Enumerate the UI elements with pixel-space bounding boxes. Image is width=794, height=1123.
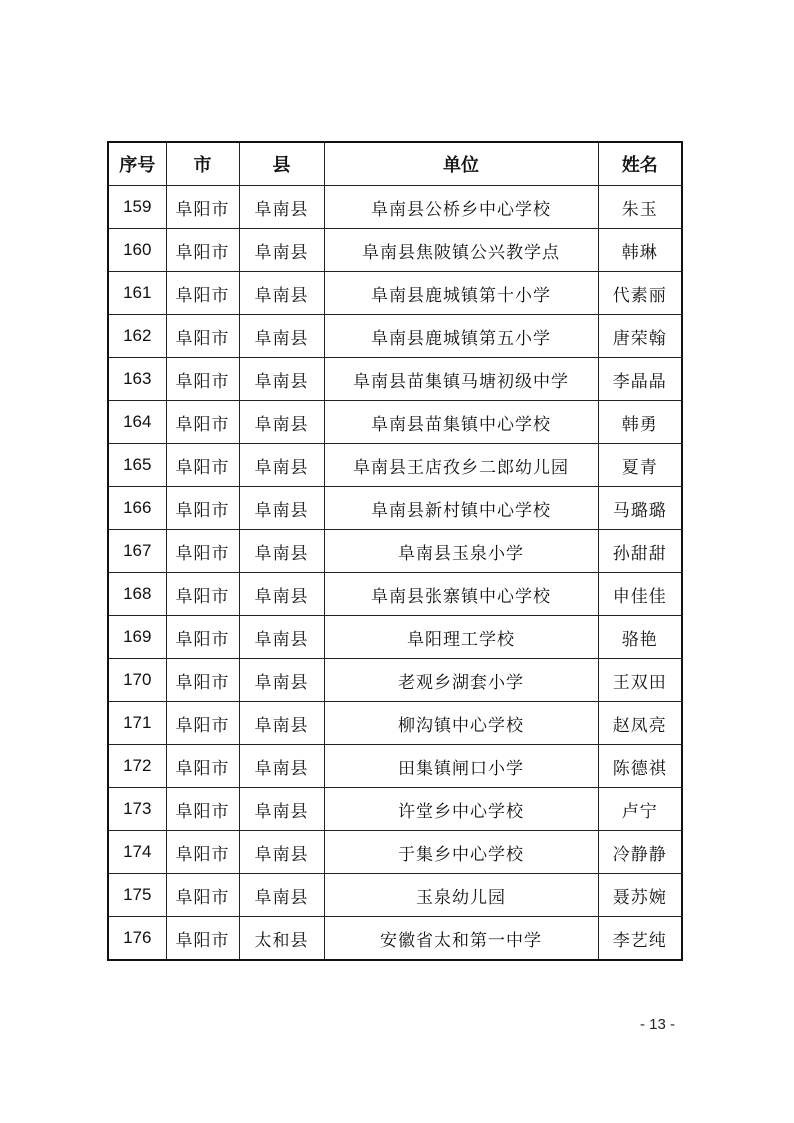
- cell-city: 阜阳市: [166, 659, 239, 702]
- cell-serial-number: 164: [108, 401, 166, 444]
- roster-table: [107, 141, 683, 961]
- cell-serial-number: 161: [108, 272, 166, 315]
- cell-county: 阜南县: [239, 401, 324, 444]
- cell-unit: 阜南县新村镇中心学校: [324, 487, 598, 530]
- header-county: 县: [239, 142, 324, 186]
- table-row: [108, 659, 682, 702]
- cell-serial-number: 172: [108, 745, 166, 788]
- cell-county: 阜南县: [239, 530, 324, 573]
- cell-person-name: 李艺纯: [598, 917, 682, 961]
- table-row: [108, 788, 682, 831]
- cell-person-name: 陈德祺: [598, 745, 682, 788]
- cell-person-name: 冷静静: [598, 831, 682, 874]
- cell-serial-number: 159: [108, 186, 166, 229]
- header-city: 市: [166, 142, 239, 186]
- cell-city: 阜阳市: [166, 186, 239, 229]
- table-row: [108, 917, 682, 961]
- cell-person-name: 赵凤亮: [598, 702, 682, 745]
- cell-person-name: 代素丽: [598, 272, 682, 315]
- cell-serial-number: 171: [108, 702, 166, 745]
- cell-unit: 柳沟镇中心学校: [324, 702, 598, 745]
- cell-county: 阜南县: [239, 186, 324, 229]
- page-number: - 13 -: [640, 1016, 676, 1033]
- table-row: [108, 272, 682, 315]
- cell-person-name: 孙甜甜: [598, 530, 682, 573]
- cell-unit: 田集镇闸口小学: [324, 745, 598, 788]
- table-row: [108, 487, 682, 530]
- cell-serial-number: 169: [108, 616, 166, 659]
- cell-city: 阜阳市: [166, 530, 239, 573]
- cell-city: 阜阳市: [166, 917, 239, 961]
- table-row: [108, 745, 682, 788]
- header-name: 姓名: [598, 142, 682, 186]
- cell-county: 阜南县: [239, 229, 324, 272]
- cell-person-name: 卢宁: [598, 788, 682, 831]
- cell-person-name: 王双田: [598, 659, 682, 702]
- cell-unit: 阜南县王店孜乡二郎幼儿园: [324, 444, 598, 487]
- cell-city: 阜阳市: [166, 272, 239, 315]
- cell-serial-number: 162: [108, 315, 166, 358]
- cell-unit: 许堂乡中心学校: [324, 788, 598, 831]
- table-row: [108, 358, 682, 401]
- cell-unit: 阜南县张寨镇中心学校: [324, 573, 598, 616]
- cell-city: 阜阳市: [166, 788, 239, 831]
- cell-county: 阜南县: [239, 487, 324, 530]
- header-unit: 单位: [324, 142, 598, 186]
- header-serial-number: 序号: [108, 142, 166, 186]
- table-row: [108, 186, 682, 229]
- table-row: [108, 831, 682, 874]
- table-row: [108, 573, 682, 616]
- cell-county: 阜南县: [239, 358, 324, 401]
- cell-serial-number: 173: [108, 788, 166, 831]
- roster-table-container: [107, 141, 681, 961]
- cell-city: 阜阳市: [166, 831, 239, 874]
- cell-county: 阜南县: [239, 616, 324, 659]
- cell-unit: 安徽省太和第一中学: [324, 917, 598, 961]
- cell-county: 阜南县: [239, 874, 324, 917]
- table-body: [108, 186, 682, 961]
- cell-serial-number: 176: [108, 917, 166, 961]
- cell-county: 阜南县: [239, 702, 324, 745]
- cell-serial-number: 160: [108, 229, 166, 272]
- cell-unit: 阜阳理工学校: [324, 616, 598, 659]
- table-header-row: [108, 142, 682, 186]
- cell-person-name: 马璐璐: [598, 487, 682, 530]
- cell-city: 阜阳市: [166, 616, 239, 659]
- cell-city: 阜阳市: [166, 573, 239, 616]
- cell-county: 阜南县: [239, 788, 324, 831]
- cell-serial-number: 170: [108, 659, 166, 702]
- cell-county: 阜南县: [239, 573, 324, 616]
- cell-person-name: 骆艳: [598, 616, 682, 659]
- cell-city: 阜阳市: [166, 401, 239, 444]
- cell-unit: 阜南县苗集镇马塘初级中学: [324, 358, 598, 401]
- cell-unit: 玉泉幼儿园: [324, 874, 598, 917]
- table-row: [108, 702, 682, 745]
- cell-serial-number: 174: [108, 831, 166, 874]
- cell-county: 阜南县: [239, 315, 324, 358]
- cell-unit: 阜南县公桥乡中心学校: [324, 186, 598, 229]
- cell-person-name: 韩琳: [598, 229, 682, 272]
- table-row: [108, 616, 682, 659]
- table-row: [108, 444, 682, 487]
- cell-person-name: 夏青: [598, 444, 682, 487]
- cell-unit: 阜南县鹿城镇第五小学: [324, 315, 598, 358]
- cell-serial-number: 175: [108, 874, 166, 917]
- cell-serial-number: 165: [108, 444, 166, 487]
- cell-city: 阜阳市: [166, 444, 239, 487]
- table-row: [108, 874, 682, 917]
- cell-county: 阜南县: [239, 272, 324, 315]
- cell-city: 阜阳市: [166, 702, 239, 745]
- cell-serial-number: 166: [108, 487, 166, 530]
- cell-person-name: 朱玉: [598, 186, 682, 229]
- cell-county: 阜南县: [239, 831, 324, 874]
- cell-city: 阜阳市: [166, 874, 239, 917]
- table-row: [108, 315, 682, 358]
- cell-serial-number: 168: [108, 573, 166, 616]
- cell-city: 阜阳市: [166, 745, 239, 788]
- cell-city: 阜阳市: [166, 487, 239, 530]
- cell-unit: 阜南县玉泉小学: [324, 530, 598, 573]
- cell-person-name: 韩勇: [598, 401, 682, 444]
- cell-county: 阜南县: [239, 745, 324, 788]
- cell-person-name: 聂苏婉: [598, 874, 682, 917]
- cell-city: 阜阳市: [166, 229, 239, 272]
- cell-person-name: 李晶晶: [598, 358, 682, 401]
- cell-serial-number: 163: [108, 358, 166, 401]
- cell-unit: 阜南县鹿城镇第十小学: [324, 272, 598, 315]
- cell-unit: 阜南县苗集镇中心学校: [324, 401, 598, 444]
- cell-city: 阜阳市: [166, 315, 239, 358]
- table-row: [108, 401, 682, 444]
- cell-person-name: 唐荣翰: [598, 315, 682, 358]
- cell-serial-number: 167: [108, 530, 166, 573]
- cell-county: 太和县: [239, 917, 324, 961]
- cell-unit: 阜南县焦陂镇公兴教学点: [324, 229, 598, 272]
- cell-county: 阜南县: [239, 444, 324, 487]
- cell-city: 阜阳市: [166, 358, 239, 401]
- cell-person-name: 申佳佳: [598, 573, 682, 616]
- cell-unit: 老观乡湖套小学: [324, 659, 598, 702]
- cell-unit: 于集乡中心学校: [324, 831, 598, 874]
- table-row: [108, 229, 682, 272]
- cell-county: 阜南县: [239, 659, 324, 702]
- table-row: [108, 530, 682, 573]
